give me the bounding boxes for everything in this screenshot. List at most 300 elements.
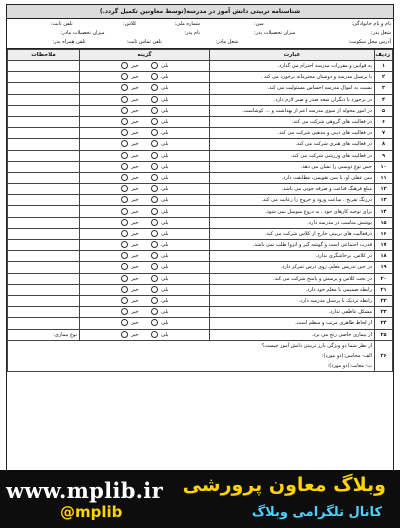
row-notes	[8, 94, 80, 105]
option-no-label: خیر	[131, 96, 139, 103]
option-no-label: خیر	[131, 253, 139, 260]
option-no-label: خیر	[131, 208, 139, 215]
radio-no-icon[interactable]	[121, 84, 128, 91]
row-options	[80, 329, 210, 340]
option-yes-label: بلی	[161, 320, 169, 327]
option-no[interactable]	[121, 151, 139, 161]
radio-yes-icon[interactable]	[151, 286, 158, 293]
option-no[interactable]	[121, 139, 139, 149]
info-mother-edu-label: میزان تحصیلات مادر:	[60, 30, 105, 36]
option-no[interactable]	[121, 173, 139, 183]
row-number: ۵	[375, 105, 393, 116]
table-row	[8, 105, 393, 116]
row-number: ۶	[375, 116, 393, 127]
radio-yes-icon[interactable]	[151, 174, 158, 181]
info-row-3	[9, 38, 391, 47]
row-statement: مبلغ فرهنگ قناعت و صرفه جویی می باشد.	[210, 184, 375, 195]
table-row	[8, 251, 393, 262]
radio-yes-icon[interactable]	[151, 331, 158, 338]
row-number: ۳	[375, 83, 393, 94]
info-landline-label: تلفن تماس ثابت:	[126, 39, 162, 45]
table-row	[8, 240, 393, 251]
info-address-label: آدرس محل سکونت:	[348, 39, 391, 45]
option-yes-label: بلی	[161, 96, 169, 103]
header-options: گزینه	[80, 50, 210, 61]
radio-yes-icon[interactable]	[151, 263, 158, 270]
row-notes	[8, 61, 80, 72]
form-title: شناسنامه تربیتی دانش آموز در مدرسه(توسط معاونین تکمیل گردد.)	[7, 5, 393, 19]
row-statement: رابطه نزدیک با پرسنل مدرسه دارد.	[210, 295, 375, 306]
info-age-label: سن:	[253, 21, 264, 27]
radio-no-icon[interactable]	[121, 241, 128, 248]
table-row	[8, 161, 393, 172]
option-no[interactable]	[121, 318, 139, 328]
option-yes[interactable]	[151, 83, 169, 93]
info-class-label: کلاس:	[123, 21, 137, 27]
option-no-label: خیر	[131, 230, 139, 237]
row-options	[80, 228, 210, 239]
row-notes	[8, 83, 80, 94]
table-row	[8, 307, 393, 318]
option-no-label: خیر	[131, 107, 139, 114]
assessment-table	[7, 49, 393, 372]
option-yes-label: بلی	[161, 152, 169, 159]
table-row	[8, 262, 393, 273]
row-notes	[8, 139, 80, 150]
option-yes[interactable]	[151, 106, 169, 116]
option-yes[interactable]	[151, 296, 169, 306]
table-row	[8, 228, 393, 239]
radio-yes-icon[interactable]	[151, 129, 158, 136]
option-no-label: خیر	[131, 320, 139, 327]
row-number: ۲۵	[375, 329, 393, 340]
table-row	[8, 150, 393, 161]
option-yes[interactable]	[151, 72, 169, 82]
table-row	[8, 172, 393, 183]
option-yes[interactable]	[151, 262, 169, 272]
student-form	[6, 4, 394, 474]
header-num: ردیف	[375, 50, 393, 61]
radio-no-icon[interactable]	[121, 152, 128, 159]
row-notes	[8, 273, 80, 284]
table-row	[8, 284, 393, 295]
row-statement: در فعالیت های گروهی شرکت می کند.	[210, 116, 375, 127]
table-row	[8, 61, 393, 72]
radio-no-icon[interactable]	[121, 286, 128, 293]
table-row	[8, 184, 393, 195]
option-yes[interactable]	[151, 139, 169, 149]
option-no-label: خیر	[131, 197, 139, 204]
option-yes[interactable]	[151, 240, 169, 250]
option-yes-label: بلی	[161, 264, 169, 271]
radio-yes-icon[interactable]	[151, 163, 158, 170]
option-yes[interactable]	[151, 173, 169, 183]
row-options	[80, 161, 210, 172]
info-father-mobile-label: تلفن همراه پدر:	[52, 39, 86, 45]
option-no[interactable]	[121, 72, 139, 82]
option-yes[interactable]	[151, 218, 169, 228]
info-row-2	[9, 29, 391, 38]
row-number: ۲۱	[375, 284, 393, 295]
option-yes-label: بلی	[161, 242, 169, 249]
strengths-line: الف- محاسن:(دو مورد):	[321, 352, 372, 359]
radio-no-icon[interactable]	[121, 219, 128, 226]
row-notes	[8, 262, 80, 273]
row-statement: برای توجیه کارهای خود ، به دروغ متوسل نمی شود.	[210, 206, 375, 217]
option-no[interactable]	[121, 262, 139, 272]
row-statement: در امور محوله از سوی مدرسه اعم از بهداشت و ... کوشاست.	[210, 105, 375, 116]
info-mother-job-label: شغل مادر:	[215, 39, 239, 45]
row-statement: در فعالیت های دینی و مذهبی شرکت می کند.	[210, 128, 375, 139]
channel-label: کانال تلگرامی وبلاگ	[251, 505, 382, 520]
radio-no-icon[interactable]	[121, 129, 128, 136]
option-no[interactable]	[121, 330, 139, 340]
option-no-label: خیر	[131, 152, 139, 159]
row-number: ۱۸	[375, 251, 393, 262]
table-row	[8, 273, 393, 284]
row-number: ۱۱	[375, 172, 393, 183]
radio-yes-icon[interactable]	[151, 219, 158, 226]
option-yes-label: بلی	[161, 219, 169, 226]
row-statement: در فعالیت های ورزشی شرکت می کند.	[210, 150, 375, 161]
table-row	[8, 329, 393, 340]
last-question-text: از نظر شما دو ویژگی بارز تربیتی دانش آموز چیست؟	[261, 342, 372, 349]
row-statement: سن عقلی او، با سن تقویمی، مطابقت دارد.	[210, 172, 375, 183]
option-yes[interactable]	[151, 195, 169, 205]
table-row-last	[8, 340, 393, 371]
row-notes	[8, 307, 80, 318]
row-number: ۱۲	[375, 184, 393, 195]
table-row	[8, 195, 393, 206]
option-yes[interactable]	[151, 117, 169, 127]
row-statement: در حین تدریس معلم، روی درس تمرکز دارد.	[210, 262, 375, 273]
row-options	[80, 61, 210, 72]
row-number: ۱۹	[375, 262, 393, 273]
site-url: www.mplib.ir	[6, 478, 163, 503]
row-statement: قدرت اجتماعی است و گوشه گیر و انزوا طلب نمی باشد.	[210, 240, 375, 251]
info-father-name-label: نام پدر:	[184, 30, 200, 36]
radio-yes-icon[interactable]	[151, 152, 158, 159]
option-yes[interactable]	[151, 151, 169, 161]
radio-no-icon[interactable]	[121, 140, 128, 147]
option-yes[interactable]	[151, 251, 169, 261]
table-row	[8, 128, 393, 139]
option-yes-label: بلی	[161, 331, 169, 338]
option-no-label: خیر	[131, 264, 139, 271]
table-row	[8, 83, 393, 94]
option-yes-label: بلی	[161, 253, 169, 260]
row-statement: در فعالیت های هنری شرکت می کند.	[210, 139, 375, 150]
table-row	[8, 295, 393, 306]
table-row	[8, 206, 393, 217]
student-info	[7, 19, 393, 49]
option-no[interactable]	[121, 274, 139, 284]
option-yes-label: بلی	[161, 141, 169, 148]
option-no[interactable]	[121, 207, 139, 217]
row-number: ۲	[375, 72, 393, 83]
telegram-handle: @mplib	[60, 503, 123, 521]
row-number: ۲۳	[375, 307, 393, 318]
row-number: ۱۵	[375, 217, 393, 228]
row-notes	[8, 284, 80, 295]
row-notes	[8, 161, 80, 172]
row-notes	[8, 128, 80, 139]
radio-no-icon[interactable]	[121, 96, 128, 103]
row-number: ۱۴	[375, 206, 393, 217]
option-yes-label: بلی	[161, 63, 169, 70]
option-no[interactable]	[121, 61, 139, 71]
option-no-label: خیر	[131, 242, 139, 249]
option-yes-label: بلی	[161, 174, 169, 181]
row-notes	[8, 172, 80, 183]
row-options	[80, 83, 210, 94]
table-row	[8, 318, 393, 329]
row-options	[80, 72, 210, 83]
row-options	[80, 128, 210, 139]
radio-yes-icon[interactable]	[151, 96, 158, 103]
row-statement: حس نوع دوستی را نشان می دهد.	[210, 161, 375, 172]
radio-no-icon[interactable]	[121, 275, 128, 282]
row-notes	[8, 228, 80, 239]
row-number: ۴	[375, 94, 393, 105]
row-options	[80, 318, 210, 329]
radio-yes-icon[interactable]	[151, 84, 158, 91]
option-yes-label: بلی	[161, 275, 169, 282]
option-yes[interactable]	[151, 128, 169, 138]
radio-yes-icon[interactable]	[151, 196, 158, 203]
radio-no-icon[interactable]	[121, 297, 128, 304]
option-yes[interactable]	[151, 274, 169, 284]
table-row	[8, 217, 393, 228]
row-options	[80, 139, 210, 150]
radio-yes-icon[interactable]	[151, 252, 158, 259]
option-no[interactable]	[121, 106, 139, 116]
option-no[interactable]	[121, 251, 139, 261]
option-yes[interactable]	[151, 229, 169, 239]
row-notes	[8, 184, 80, 195]
row-notes	[8, 150, 80, 161]
radio-no-icon[interactable]	[121, 331, 128, 338]
row-options	[80, 116, 210, 127]
radio-yes-icon[interactable]	[151, 241, 158, 248]
row-options	[80, 251, 210, 262]
radio-no-icon[interactable]	[121, 174, 128, 181]
option-yes-label: بلی	[161, 85, 169, 92]
row-statement: نسبت به اموال مدرسه احساس مسئولیت می کند.	[210, 83, 375, 94]
row-statement: مشکل عاطفی ندارد.	[210, 307, 375, 318]
option-no[interactable]	[121, 162, 139, 172]
option-no-label: خیر	[131, 286, 139, 293]
option-no-label: خیر	[131, 85, 139, 92]
row-number: ۹	[375, 150, 393, 161]
info-national-id-label: شماره ملی:	[174, 21, 200, 27]
row-number: ۱۳	[375, 195, 393, 206]
row-options	[80, 150, 210, 161]
option-yes-label: بلی	[161, 74, 169, 81]
option-no-label: خیر	[131, 174, 139, 181]
option-no[interactable]	[121, 296, 139, 306]
row-notes	[8, 72, 80, 83]
option-yes-label: بلی	[161, 298, 169, 305]
radio-no-icon[interactable]	[121, 196, 128, 203]
option-yes[interactable]	[151, 95, 169, 105]
radio-no-icon[interactable]	[121, 62, 128, 69]
row-number: ۲۶	[375, 340, 393, 371]
row-notes	[8, 251, 80, 262]
row-number: ۱۶	[375, 228, 393, 239]
radio-yes-icon[interactable]	[151, 319, 158, 326]
row-options	[80, 240, 210, 251]
option-no[interactable]	[121, 83, 139, 93]
radio-no-icon[interactable]	[121, 263, 128, 270]
row-notes	[8, 116, 80, 127]
option-no-label: خیر	[131, 219, 139, 226]
radio-no-icon[interactable]	[121, 252, 128, 259]
radio-yes-icon[interactable]	[151, 185, 158, 192]
radio-yes-icon[interactable]	[151, 62, 158, 69]
row-number: ۱۰	[375, 161, 393, 172]
option-yes[interactable]	[151, 307, 169, 317]
row-statement: از بیماری خاصی رنج می برد.	[210, 329, 375, 340]
radio-yes-icon[interactable]	[151, 275, 158, 282]
weaknesses-line: ب- معایب:(دو مورد):	[327, 362, 372, 369]
row-options	[80, 295, 210, 306]
radio-yes-icon[interactable]	[151, 140, 158, 147]
radio-no-icon[interactable]	[121, 308, 128, 315]
row-number: ۲۴	[375, 318, 393, 329]
radio-no-icon[interactable]	[121, 163, 128, 170]
option-yes-label: بلی	[161, 208, 169, 215]
option-yes-label: بلی	[161, 130, 169, 137]
table-row	[8, 72, 393, 83]
radio-no-icon[interactable]	[121, 230, 128, 237]
radio-yes-icon[interactable]	[151, 230, 158, 237]
row-notes	[8, 206, 80, 217]
option-no[interactable]	[121, 240, 139, 250]
option-yes-label: بلی	[161, 197, 169, 204]
table-header-row	[8, 50, 393, 61]
row-options	[80, 206, 210, 217]
header-item: عبارت	[210, 50, 375, 61]
radio-yes-icon[interactable]	[151, 297, 158, 304]
option-yes-label: بلی	[161, 107, 169, 114]
row-number: ۷	[375, 128, 393, 139]
info-name-label: نام و نام خانوادگی:	[351, 21, 391, 27]
option-yes-label: بلی	[161, 186, 169, 193]
radio-yes-icon[interactable]	[151, 73, 158, 80]
row-number: ۲۰	[375, 273, 393, 284]
row-options	[80, 172, 210, 183]
row-options	[80, 262, 210, 273]
info-father-edu-label: میزان تحصیلات پدر:	[254, 30, 296, 36]
radio-no-icon[interactable]	[121, 208, 128, 215]
option-yes-label: بلی	[161, 309, 169, 316]
row-options	[80, 273, 210, 284]
option-no[interactable]	[121, 95, 139, 105]
row-statement: با پرسنل مدرسه و دوستان محترمانه برخورد می کند .	[210, 72, 375, 83]
row-options	[80, 184, 210, 195]
row-options	[80, 195, 210, 206]
row-notes	[8, 105, 80, 116]
option-yes-label: بلی	[161, 286, 169, 293]
row-options	[80, 105, 210, 116]
option-no[interactable]	[121, 128, 139, 138]
option-no-label: خیر	[131, 309, 139, 316]
row-notes	[8, 195, 80, 206]
radio-no-icon[interactable]	[121, 185, 128, 192]
option-no[interactable]	[121, 117, 139, 127]
info-phone-label: تلفن ثابت:	[50, 21, 73, 27]
table-row	[8, 94, 393, 105]
radio-no-icon[interactable]	[121, 118, 128, 125]
option-yes[interactable]	[151, 162, 169, 172]
row-statement: پوشش مناسب در مدرسه دارد.	[210, 217, 375, 228]
option-no-label: خیر	[131, 275, 139, 282]
row-number: ۸	[375, 139, 393, 150]
row-options	[80, 284, 210, 295]
row-number: ۱	[375, 61, 393, 72]
radio-yes-icon[interactable]	[151, 208, 158, 215]
row-notes	[8, 295, 80, 306]
row-notes: نوع بیماری:	[8, 329, 80, 340]
row-options	[80, 94, 210, 105]
row-statement: درزنگ تفریح ، ساعت ورود و خروج را رعایت می کند.	[210, 195, 375, 206]
option-yes[interactable]	[151, 330, 169, 340]
option-no-label: خیر	[131, 298, 139, 305]
option-yes[interactable]	[151, 184, 169, 194]
option-yes[interactable]	[151, 318, 169, 328]
option-no-label: خیر	[131, 163, 139, 170]
row-statement: در کلاس، پرخاشگری ندارد.	[210, 251, 375, 262]
radio-yes-icon[interactable]	[151, 118, 158, 125]
option-no[interactable]	[121, 285, 139, 295]
option-no[interactable]	[121, 229, 139, 239]
option-no[interactable]	[121, 184, 139, 194]
option-no-label: خیر	[131, 141, 139, 148]
radio-yes-icon[interactable]	[151, 107, 158, 114]
option-no[interactable]	[121, 218, 139, 228]
header-notes: ملاحظات	[8, 50, 80, 61]
row-statement: از لحاظ ظاهری مرتب و منظم است.	[210, 318, 375, 329]
option-yes-label: بلی	[161, 119, 169, 126]
option-no[interactable]	[121, 195, 139, 205]
row-statement: در برخورد با دیگران سعه صدر و صبر لازم دارد.	[210, 94, 375, 105]
option-yes[interactable]	[151, 61, 169, 71]
option-no-label: خیر	[131, 63, 139, 70]
option-yes[interactable]	[151, 207, 169, 217]
row-notes	[8, 217, 80, 228]
info-father-job-label: شغل پدر:	[370, 30, 391, 36]
option-no-label: خیر	[131, 331, 139, 338]
row-statement: رابطه صمیمی با معلم خود دارد.	[210, 284, 375, 295]
row-notes	[8, 318, 80, 329]
row-notes	[8, 240, 80, 251]
option-yes[interactable]	[151, 285, 169, 295]
last-question-cell	[8, 340, 375, 371]
row-options	[80, 307, 210, 318]
option-no-label: خیر	[131, 119, 139, 126]
radio-no-icon[interactable]	[121, 107, 128, 114]
radio-no-icon[interactable]	[121, 319, 128, 326]
row-statement: به قوانین و مقررات مدرسه احترام می گذارد.	[210, 61, 375, 72]
option-no[interactable]	[121, 307, 139, 317]
radio-yes-icon[interactable]	[151, 308, 158, 315]
row-number: ۱۷	[375, 240, 393, 251]
table-row	[8, 116, 393, 127]
row-statement: درفعالیت های تربیتی خارج از کلاس شرکت می کند.	[210, 228, 375, 239]
option-no-label: خیر	[131, 186, 139, 193]
radio-no-icon[interactable]	[121, 73, 128, 80]
